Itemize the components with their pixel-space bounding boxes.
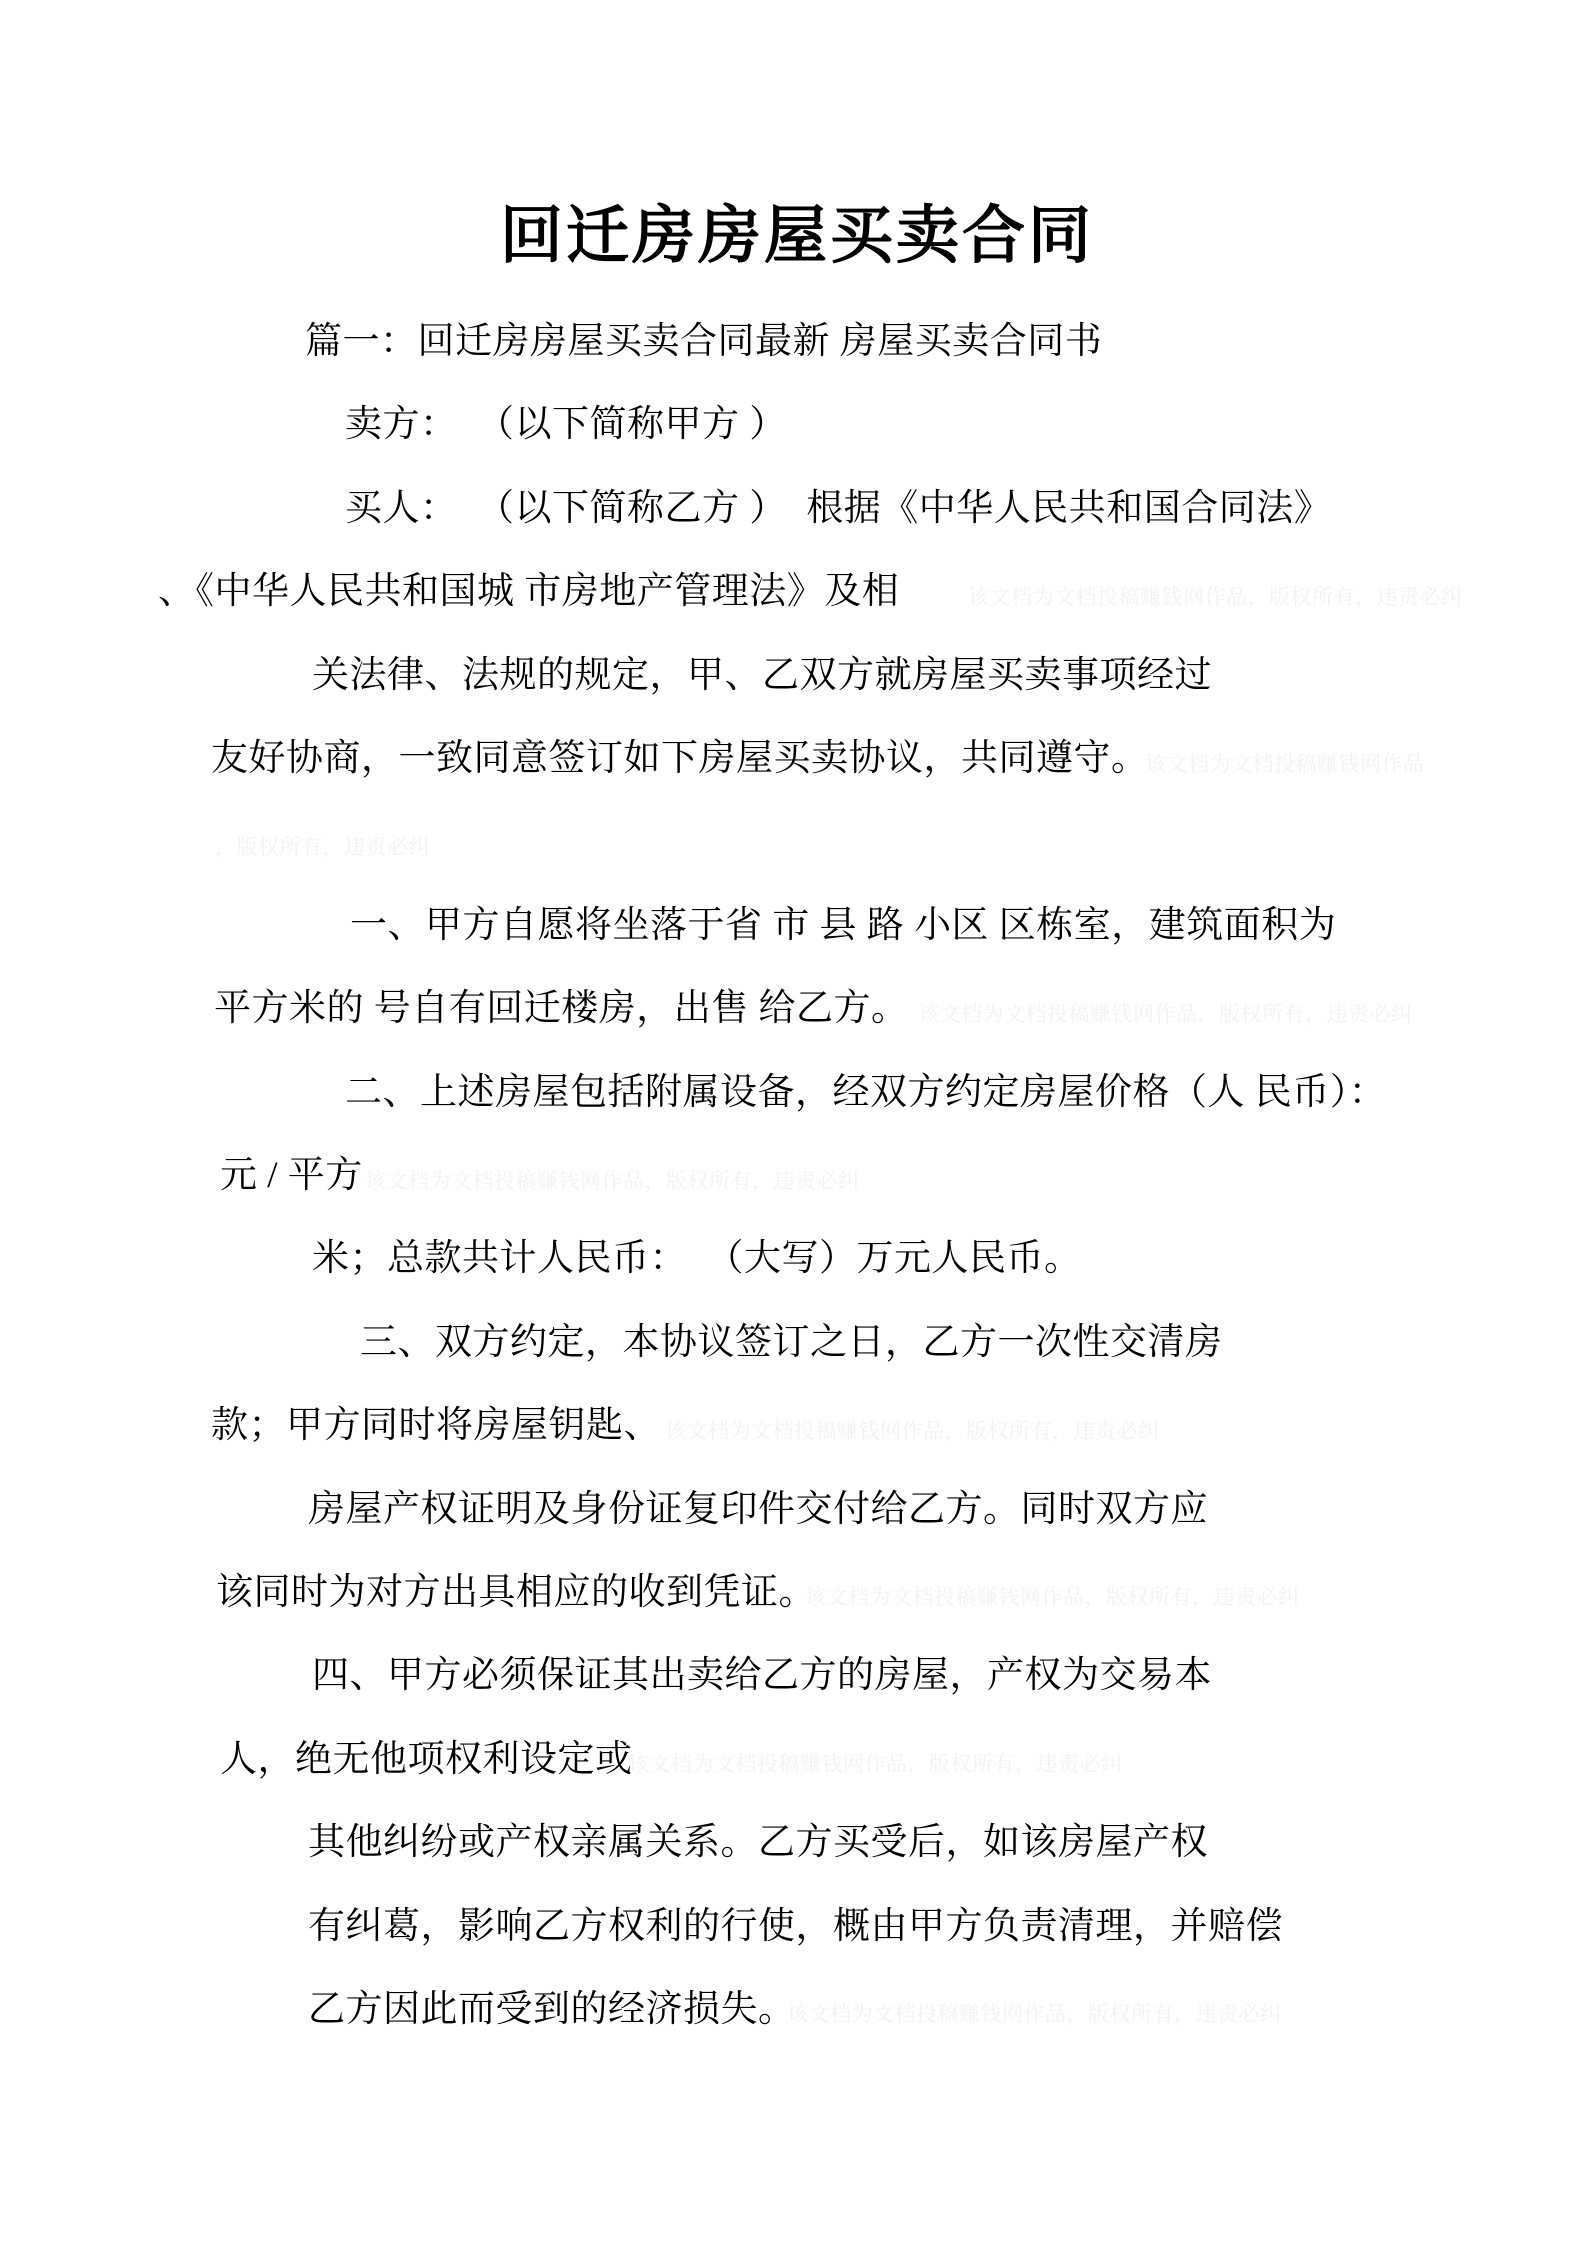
- contract-line: 一、甲方自愿将坐落于省 市 县 路 小区 区栋室，建筑面积为: [350, 905, 1337, 946]
- watermark-text: 该文档为文档投稿赚钱网作品，版权所有，违责必纠: [805, 1585, 1300, 1609]
- contract-line: 其他纠纷或产权亲属关系。乙方买受后，如该房屋产权: [308, 1822, 1208, 1863]
- contract-line: 友好协商，一致同意签订如下房屋买卖协议，共同遵守。: [211, 738, 1149, 779]
- contract-line: 篇一：回迁房房屋买卖合同最新 房屋买卖合同书: [305, 321, 1103, 362]
- contract-line: 人，绝无他项权利设定或: [220, 1739, 633, 1780]
- contract-line: 关法律、法规的规定，甲、乙双方就房屋买卖事项经过: [312, 655, 1212, 696]
- contract-line: 、《中华人民共和国城 市房地产管理法》及相: [158, 571, 900, 612]
- watermark-text: 该文档为文档投稿赚钱网作品，版权所有，违责必纠: [665, 1419, 1160, 1443]
- contract-line: 该同时为对方出具相应的收到凭证。: [216, 1572, 816, 1613]
- document-title: 回迁房房屋买卖合同: [500, 199, 1094, 272]
- watermark-text: 该文档为文档投稿赚钱网作品，版权所有，违责必纠: [918, 1002, 1413, 1026]
- contract-line: 三、双方约定，本协议签订之日，乙方一次性交清房: [360, 1322, 1223, 1363]
- contract-line: 卖方： （以下简称甲方 ）: [345, 404, 787, 445]
- watermark-text: 该文档为文档投稿赚钱网作品，版权所有，违责必纠: [968, 585, 1463, 609]
- contract-line: 四、甲方必须保证其出卖给乙方的房屋，产权为交易本: [312, 1655, 1212, 1696]
- contract-line: 款；甲方同时将房屋钥匙、: [211, 1405, 661, 1446]
- contract-line: 买人： （以下简称乙方 ） 根据《中华人民共和国合同法》: [345, 488, 1332, 529]
- contract-line: 二、上述房屋包括附属设备，经双方约定房屋价格（人 民币）：: [345, 1072, 1387, 1113]
- contract-line: 乙方因此而受到的经济损失。: [308, 1989, 796, 2030]
- watermark-text: 该文档为文档投稿赚钱网作品，版权所有，违责必纠: [365, 1169, 860, 1193]
- contract-line: 米；总款共计人民币： （大写）万元人民币。: [312, 1238, 1082, 1279]
- contract-line: 房屋产权证明及身份证复印件交付给乙方。同时双方应: [308, 1489, 1208, 1530]
- contract-line: 元 / 平方: [220, 1155, 363, 1196]
- watermark-text: 该文档为文档投稿赚钱网作品，版权所有，违责必纠: [628, 1752, 1123, 1776]
- watermark-text: 该文档为文档投稿赚钱网作品: [1145, 752, 1425, 776]
- watermark-text: 该文档为文档投稿赚钱网作品，版权所有，违责必纠: [787, 2002, 1282, 2026]
- contract-line: 有纠葛，影响乙方权利的行使，概由甲方负责清理，并赔偿: [308, 1906, 1283, 1947]
- watermark-text: ，版权所有，违责必纠: [215, 835, 430, 859]
- contract-line: 平方米的 号自有回迁楼房，出售 给乙方。: [214, 988, 909, 1029]
